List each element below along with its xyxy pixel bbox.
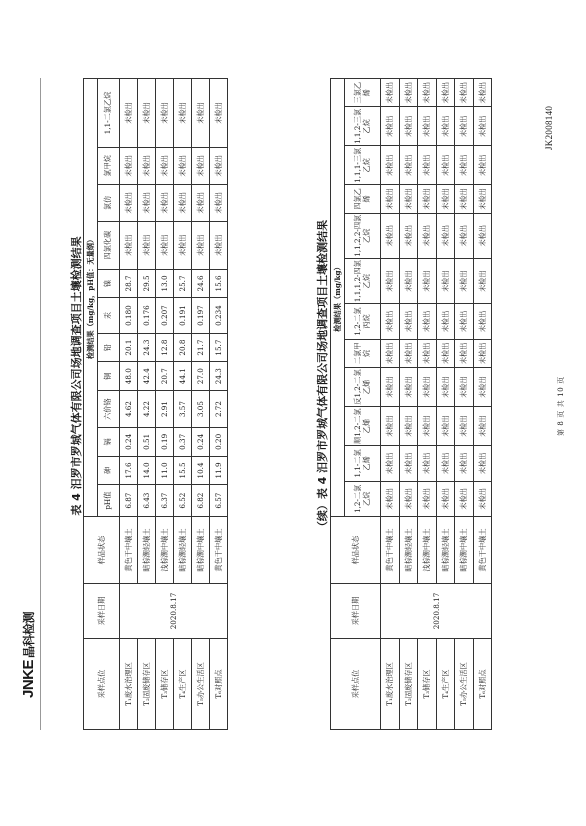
table2-cell-value: 未检出 (455, 481, 474, 516)
table1-cell-value: 24.3 (138, 333, 156, 362)
table2-cell-value: 未检出 (399, 213, 418, 258)
table1-cell-value: 未检出 (138, 221, 156, 269)
table2-cell-value: 未检出 (381, 213, 400, 258)
table1-analyte-header: 铅 (98, 333, 120, 362)
table2-analyte-header: 1,1,1-三氯乙烷 (345, 146, 381, 185)
table1-cell-state: 暗棕潮轻壤土 (174, 517, 192, 584)
table1-cell-value: 28.7 (120, 269, 138, 298)
table1-cell-value: 0.180 (120, 298, 138, 334)
table2-cell-value: 未检出 (436, 146, 455, 185)
table2-cell-value: 未检出 (455, 446, 474, 481)
table1-cell-value: 未检出 (138, 79, 156, 148)
table1-cell-value: 0.37 (174, 428, 192, 457)
table2-cell-point: T₂固废储存区 (399, 639, 418, 730)
table2-analyte-header: 1,1,1,2-四氯乙烷 (345, 258, 381, 303)
table1-cell-value: 4.22 (138, 391, 156, 428)
table2-cell-value: 未检出 (455, 107, 474, 146)
table1-cell-value: 未检出 (210, 221, 228, 269)
table1-cell-state: 暗棕潮轻壤土 (138, 517, 156, 584)
table2-cell-value: 未检出 (473, 481, 492, 516)
table1-results-header: 检测结果（mg/kg，pH值：无量纲） (84, 79, 98, 517)
table1-cell-value: 0.191 (174, 298, 192, 334)
table2-cell-value: 未检出 (436, 107, 455, 146)
table1-cell-value: 24.3 (210, 362, 228, 391)
table1-cell-value: 未检出 (174, 184, 192, 221)
table1-cell-value: 0.197 (192, 298, 210, 334)
table1-cell-value: 15.6 (210, 269, 228, 298)
table2-cell-value: 未检出 (381, 446, 400, 481)
table1-cell-value: 0.51 (138, 428, 156, 457)
table1-col-state: 样品状态 (84, 517, 120, 584)
table1-cell-value: 未检出 (120, 147, 138, 184)
table2-cell-value: 未检出 (436, 481, 455, 516)
table1-cell-value: 未检出 (138, 147, 156, 184)
document-number: JK2008140 (544, 105, 554, 150)
table2-cell-value: 未检出 (418, 481, 437, 516)
table1-cell-value: 12.8 (156, 333, 174, 362)
table1-cell-state: 暗棕潮中壤土 (192, 517, 210, 584)
table1-cell-value: 未检出 (138, 184, 156, 221)
table2-cell-value: 未检出 (473, 367, 492, 406)
table2-cell-value: 未检出 (455, 213, 474, 258)
table1-analyte-header: 四氯化碳 (98, 221, 120, 269)
table2-cell-state: 黄色干中壤土 (473, 517, 492, 584)
header-divider (40, 78, 41, 730)
table2-cell-value: 未检出 (381, 304, 400, 339)
table2-results-header: 检测结果（mg/kg） (331, 79, 345, 517)
table1-cell-value: 15.7 (210, 333, 228, 362)
table2-cell-state: 黄色干中壤土 (381, 517, 400, 584)
table2-cell-value: 未检出 (473, 446, 492, 481)
table2-analyte-header: 顺1,2-二氯乙烯 (345, 407, 381, 446)
table1-cell-value: 未检出 (210, 147, 228, 184)
table1-cell-state: 浅棕潮中壤土 (156, 517, 174, 584)
table1-cell-date: 2020.8.17 (120, 584, 228, 639)
table2-cell-value: 未检出 (436, 446, 455, 481)
table1-cell-value: 11.0 (156, 456, 174, 485)
table1-cell-value: 24.6 (192, 269, 210, 298)
table1-cell-value: 6.37 (156, 485, 174, 517)
table1-cell-value: 6.82 (192, 485, 210, 517)
table1-cell-value: 2.91 (156, 391, 174, 428)
table1-cell-value: 未检出 (156, 184, 174, 221)
table2-cell-value: 未检出 (381, 367, 400, 406)
table2-cell-value: 未检出 (399, 258, 418, 303)
table2-cell-value: 未检出 (399, 146, 418, 185)
table1-cell-value: 未检出 (156, 221, 174, 269)
page-number: 第 8 页 共 10 页 (557, 376, 565, 436)
table2-analyte-header: 三氯乙烯 (345, 79, 381, 107)
table2-cell-value: 未检出 (455, 339, 474, 367)
table1-cell-value: 未检出 (120, 221, 138, 269)
table2-cell-point: T₅办公生活区 (455, 639, 474, 730)
table2-cell-value: 未检出 (473, 407, 492, 446)
table2-cell-value: 未检出 (399, 185, 418, 213)
table1-cell-value: 10.4 (192, 456, 210, 485)
table1-cell-value: 20.7 (156, 362, 174, 391)
logo-text-en: JNKE (20, 659, 37, 698)
table1-analyte-header: 氯仿 (98, 184, 120, 221)
table1-cell-value: 13.0 (156, 269, 174, 298)
table1-analyte-header: 六价铬 (98, 391, 120, 428)
table2-cell-value: 未检出 (418, 107, 437, 146)
table2-cell-value: 未检出 (381, 339, 400, 367)
table1-cell-value: 0.24 (192, 428, 210, 457)
table2-cell-value: 未检出 (455, 146, 474, 185)
table1-cell-value: 3.57 (174, 391, 192, 428)
table1-cell-value: 15.5 (174, 456, 192, 485)
table2-cell-value: 未检出 (473, 304, 492, 339)
table1-col-point: 采样点位 (84, 639, 120, 730)
table2-cell-point: T₄生产区 (436, 639, 455, 730)
table1-cell-value: 6.52 (174, 485, 192, 517)
table2-analyte-header: 1,1,2,2-四氯乙烷 (345, 213, 381, 258)
table1-title: 表 4 汨罗市罗城气体有限公司场地调查项目土壤检测结果 (70, 236, 83, 516)
table1-cell-value: 未检出 (120, 79, 138, 148)
table1-cell-point: T₄生产区 (174, 639, 192, 730)
table2-cell-value: 未检出 (399, 407, 418, 446)
table2-cell-value: 未检出 (418, 79, 437, 107)
table1-cell-value: 未检出 (156, 147, 174, 184)
table1-cell-point: T₆对照点 (210, 639, 228, 730)
table2-cell-value: 未检出 (455, 185, 474, 213)
table1-cell-value: 6.43 (138, 485, 156, 517)
table2-cell-value: 未检出 (436, 367, 455, 406)
table1-cell-value: 0.176 (138, 298, 156, 334)
table1-col-date: 采样日期 (84, 584, 120, 639)
table2-header-row-1 (331, 79, 345, 730)
table1-cell-value: 未检出 (192, 184, 210, 221)
table2-cell-value: 未检出 (418, 258, 437, 303)
table1-cell-value: 未检出 (192, 79, 210, 148)
table1-cell-point: T₂固废储存区 (138, 639, 156, 730)
table2-analyte-header: 1,1-二氯乙烯 (345, 446, 381, 481)
table2-cell-value: 未检出 (455, 79, 474, 107)
table1-cell-value: 44.1 (174, 362, 192, 391)
table1-cell-value: 未检出 (174, 79, 192, 148)
table2-cell-value: 未检出 (436, 213, 455, 258)
table1-analyte-header: 镍 (98, 269, 120, 298)
table1-cell-value: 未检出 (210, 184, 228, 221)
table2-cell-value: 未检出 (473, 79, 492, 107)
table2-cell-value: 未检出 (473, 146, 492, 185)
table2-cell-state: 暗棕潮轻壤土 (436, 517, 455, 584)
table2-cell-value: 未检出 (473, 107, 492, 146)
table2-cell-value: 未检出 (399, 367, 418, 406)
table1-cell-value: 48.0 (120, 362, 138, 391)
table1-analyte-header: 1,1-二氯乙烷 (98, 79, 120, 148)
table2-cell-value: 未检出 (381, 407, 400, 446)
table1-cell-value: 20.1 (120, 333, 138, 362)
table1-cell-value: 未检出 (192, 147, 210, 184)
table2-cell-value: 未检出 (418, 185, 437, 213)
table2-col-point: 采样点位 (331, 639, 381, 730)
table1-cell-value: 21.7 (192, 333, 210, 362)
table2-cell-value: 未检出 (418, 213, 437, 258)
table1-cell-point: T₅办公生活区 (192, 639, 210, 730)
table1-cell-value: 2.72 (210, 391, 228, 428)
table2-cell-date: 2020.8.17 (381, 584, 492, 639)
table2-cell-point: T₆对照点 (473, 639, 492, 730)
table1-cell-value: 未检出 (156, 79, 174, 148)
table2-analyte-header: 1,1,2-三氯乙烷 (345, 107, 381, 146)
table2-cell-value: 未检出 (436, 79, 455, 107)
table1-header-row-1 (84, 79, 98, 730)
table1-cell-value: 42.4 (138, 362, 156, 391)
table1-cell-value: 6.87 (120, 485, 138, 517)
table2-cell-value: 未检出 (381, 258, 400, 303)
table1-cell-value: 11.9 (210, 456, 228, 485)
table2-cell-value: 未检出 (418, 339, 437, 367)
table2-cell-value: 未检出 (455, 304, 474, 339)
table2-row (381, 79, 400, 730)
table2-cell-state: 暗棕潮轻壤土 (399, 517, 418, 584)
table2-cell-point: T₁废水治理区 (381, 639, 400, 730)
table2-title: （续）表 4 汨罗市罗城气体有限公司场地调查项目土壤检测结果 (316, 219, 329, 533)
table1-cell-value: 3.05 (192, 391, 210, 428)
table2-cell-value: 未检出 (399, 339, 418, 367)
table1-cell-value: 0.234 (210, 298, 228, 334)
table2-cell-value: 未检出 (418, 407, 437, 446)
table1-cell-state: 黄色干中壤土 (210, 517, 228, 584)
table2-cell-value: 未检出 (436, 304, 455, 339)
table2-cell-value: 未检出 (381, 146, 400, 185)
table1-row (120, 79, 138, 730)
table2-cell-value: 未检出 (455, 258, 474, 303)
table2-cell-value: 未检出 (436, 339, 455, 367)
table1-cell-value: 0.19 (156, 428, 174, 457)
logo-text-cn: 晶科检测 (22, 611, 36, 658)
table2-cell-value: 未检出 (381, 79, 400, 107)
table2-analyte-header: 反1,2-二氯乙烯 (345, 367, 381, 406)
table2-cell-state: 暗棕潮中壤土 (455, 517, 474, 584)
table1-analyte-header: 汞 (98, 298, 120, 334)
table1-soil-results (83, 78, 228, 730)
table1-cell-value: 14.0 (138, 456, 156, 485)
table2-analyte-header: 四氯乙烯 (345, 185, 381, 213)
table1-cell-value: 0.24 (120, 428, 138, 457)
table1-analyte-header: pH值 (98, 485, 120, 517)
table2-cell-value: 未检出 (455, 367, 474, 406)
table2-cell-value: 未检出 (381, 185, 400, 213)
table1-cell-value: 0.20 (210, 428, 228, 457)
table2-cell-value: 未检出 (399, 107, 418, 146)
table1-analyte-header: 铜 (98, 362, 120, 391)
table2-cell-value: 未检出 (418, 304, 437, 339)
table1-cell-value: 未检出 (174, 147, 192, 184)
table2-cell-state: 浅棕潮中壤土 (418, 517, 437, 584)
table1-cell-value: 未检出 (192, 221, 210, 269)
table2-cell-value: 未检出 (418, 446, 437, 481)
table1-analyte-header: 镉 (98, 428, 120, 457)
table2-analyte-header: 1,2-二氯乙烷 (345, 481, 381, 516)
table1-cell-value: 17.6 (120, 456, 138, 485)
table2-cell-value: 未检出 (399, 304, 418, 339)
table1-cell-value: 未检出 (210, 79, 228, 148)
table2-col-state: 样品状态 (331, 517, 381, 584)
table2-analyte-header: 二氯甲烷 (345, 339, 381, 367)
table2-col-date: 采样日期 (331, 584, 381, 639)
table1-cell-point: T₁废水治理区 (120, 639, 138, 730)
table1-cell-value: 4.62 (120, 391, 138, 428)
table2-cell-value: 未检出 (418, 146, 437, 185)
table2-cell-value: 未检出 (399, 481, 418, 516)
table2-cell-point: T₃储存区 (418, 639, 437, 730)
table2-cell-value: 未检出 (436, 258, 455, 303)
table1-cell-value: 6.57 (210, 485, 228, 517)
table2-cell-value: 未检出 (418, 367, 437, 406)
table1-cell-value: 未检出 (174, 221, 192, 269)
table1-cell-value: 27.0 (192, 362, 210, 391)
table1-cell-value: 未检出 (120, 184, 138, 221)
table1-analyte-header: 砷 (98, 456, 120, 485)
table2-analyte-header: 1,2-二氯丙烷 (345, 304, 381, 339)
table1-cell-value: 20.8 (174, 333, 192, 362)
table2-cell-value: 未检出 (473, 258, 492, 303)
table2-cell-value: 未检出 (473, 185, 492, 213)
table1-cell-point: T₃储存区 (156, 639, 174, 730)
table2-cell-value: 未检出 (381, 107, 400, 146)
table2-cell-value: 未检出 (473, 213, 492, 258)
table2-cell-value: 未检出 (381, 481, 400, 516)
table2-soil-results (330, 78, 492, 730)
table1-analyte-header: 氯甲烷 (98, 147, 120, 184)
table2-cell-value: 未检出 (455, 407, 474, 446)
table2-cell-value: 未检出 (436, 407, 455, 446)
table2-cell-value: 未检出 (399, 446, 418, 481)
table1-cell-value: 0.207 (156, 298, 174, 334)
company-logo (20, 612, 37, 698)
table2-cell-value: 未检出 (473, 339, 492, 367)
table2-cell-value: 未检出 (399, 79, 418, 107)
table1-cell-value: 29.5 (138, 269, 156, 298)
table2-cell-value: 未检出 (436, 185, 455, 213)
table1-cell-state: 黄色干中壤土 (120, 517, 138, 584)
table1-cell-value: 25.7 (174, 269, 192, 298)
